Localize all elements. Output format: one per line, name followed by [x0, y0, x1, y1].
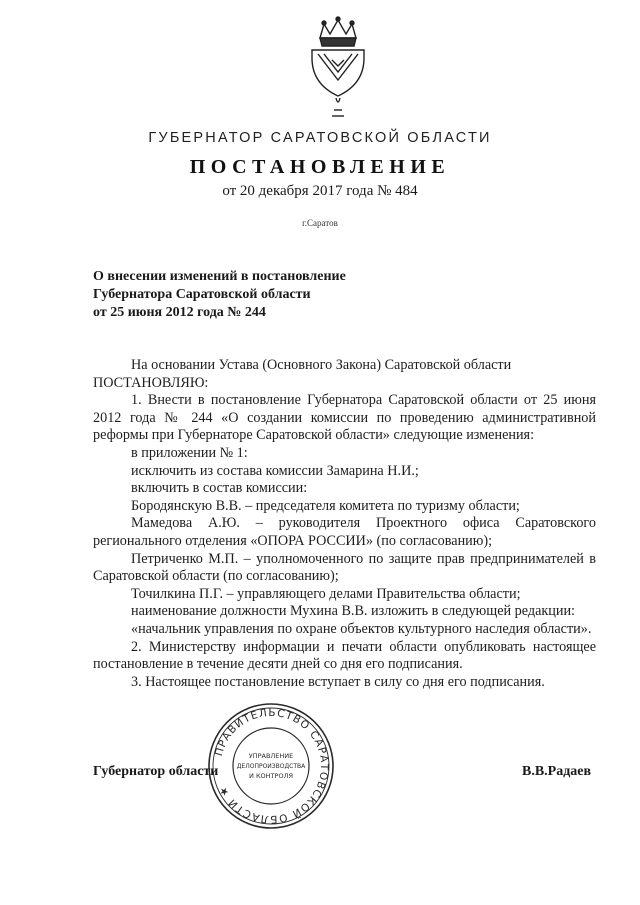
- issuer-title: ГУБЕРНАТОР САРАТОВСКОЙ ОБЛАСТИ: [148, 130, 492, 146]
- official-seal-stamp-icon: [205, 700, 337, 832]
- signature-name: В.В.Радаев: [522, 764, 592, 779]
- body-paragraph: 3. Настоящее постановление вступает в силу со дня его подписания.: [131, 673, 545, 690]
- body-paragraph: «начальник управления по охране объектов культурного наследия области».: [131, 620, 592, 637]
- body-paragraph: На основании Устава (Основного Закона) Саратовской области: [131, 357, 512, 373]
- body-paragraph: Точилкина П.Г. – управляющего делами Правительства области;: [131, 585, 521, 602]
- svg-text:ДЕЛОПРОИЗВОДСТВА: ДЕЛОПРОИЗВОДСТВА: [236, 763, 306, 770]
- document-city: г.Саратов: [302, 218, 338, 228]
- body-paragraph: исключить из состава комиссии Замарина Н.И.;: [131, 462, 419, 479]
- coat-of-arms-emblem-icon: [298, 14, 378, 122]
- subject-line: от 25 июня 2012 года № 244: [93, 305, 266, 320]
- body-paragraph: в приложении № 1:: [131, 444, 248, 461]
- svg-text:И КОНТРОЛЯ: И КОНТРОЛЯ: [249, 772, 293, 780]
- body-paragraph: Бородянскую В.В. – председателя комитета по туризму области;: [131, 497, 520, 514]
- body-paragraph: наименование должности Мухина В.В. изложить в следующей редакции:: [131, 603, 575, 620]
- document-body: [93, 357, 596, 691]
- document-subject: [93, 268, 413, 322]
- body-paragraph: 2. Министерству информации и печати области опубликовать настоящее постановление в течение десяти дней со дня его подписания.: [93, 638, 596, 673]
- subject-line: О внесении изменений в постановление: [93, 269, 346, 284]
- document-date-number: от 20 декабря 2017 года № 484: [222, 183, 418, 199]
- body-paragraph: Петриченко М.П. – уполномоченного по защите прав предпринимателей в Саратовской области (по согласованию);: [93, 550, 596, 585]
- body-paragraph: включить в состав комиссии:: [131, 480, 308, 497]
- body-paragraph: 1. Внести в постановление Губернатора Саратовской области от 25 июня 2012 года № 244 «О создании комиссии по проведению административной реформы при Губернаторе Саратовской области» следующие изменения:: [93, 392, 596, 444]
- body-paragraph: Мамедова А.Ю. – руководителя Проектного офиса Саратовского регионального отделения «ОПОРА РОССИИ» (по согласованию);: [93, 515, 596, 549]
- document-type: ПОСТАНОВЛЕНИЕ: [189, 156, 451, 178]
- signature-position: Губернатор области: [93, 764, 219, 779]
- svg-text:УПРАВЛЕНИЕ: УПРАВЛЕНИЕ: [248, 752, 294, 760]
- svg-text:ПРАВИТЕЛЬСТВО САРАТОВСКОЙ ОБЛА: ПРАВИТЕЛЬСТВО САРАТОВСКОЙ ОБЛАСТИ ★: [213, 706, 331, 826]
- body-paragraph: ПОСТАНОВЛЯЮ:: [93, 374, 209, 391]
- subject-line: Губернатора Саратовской области: [93, 287, 311, 302]
